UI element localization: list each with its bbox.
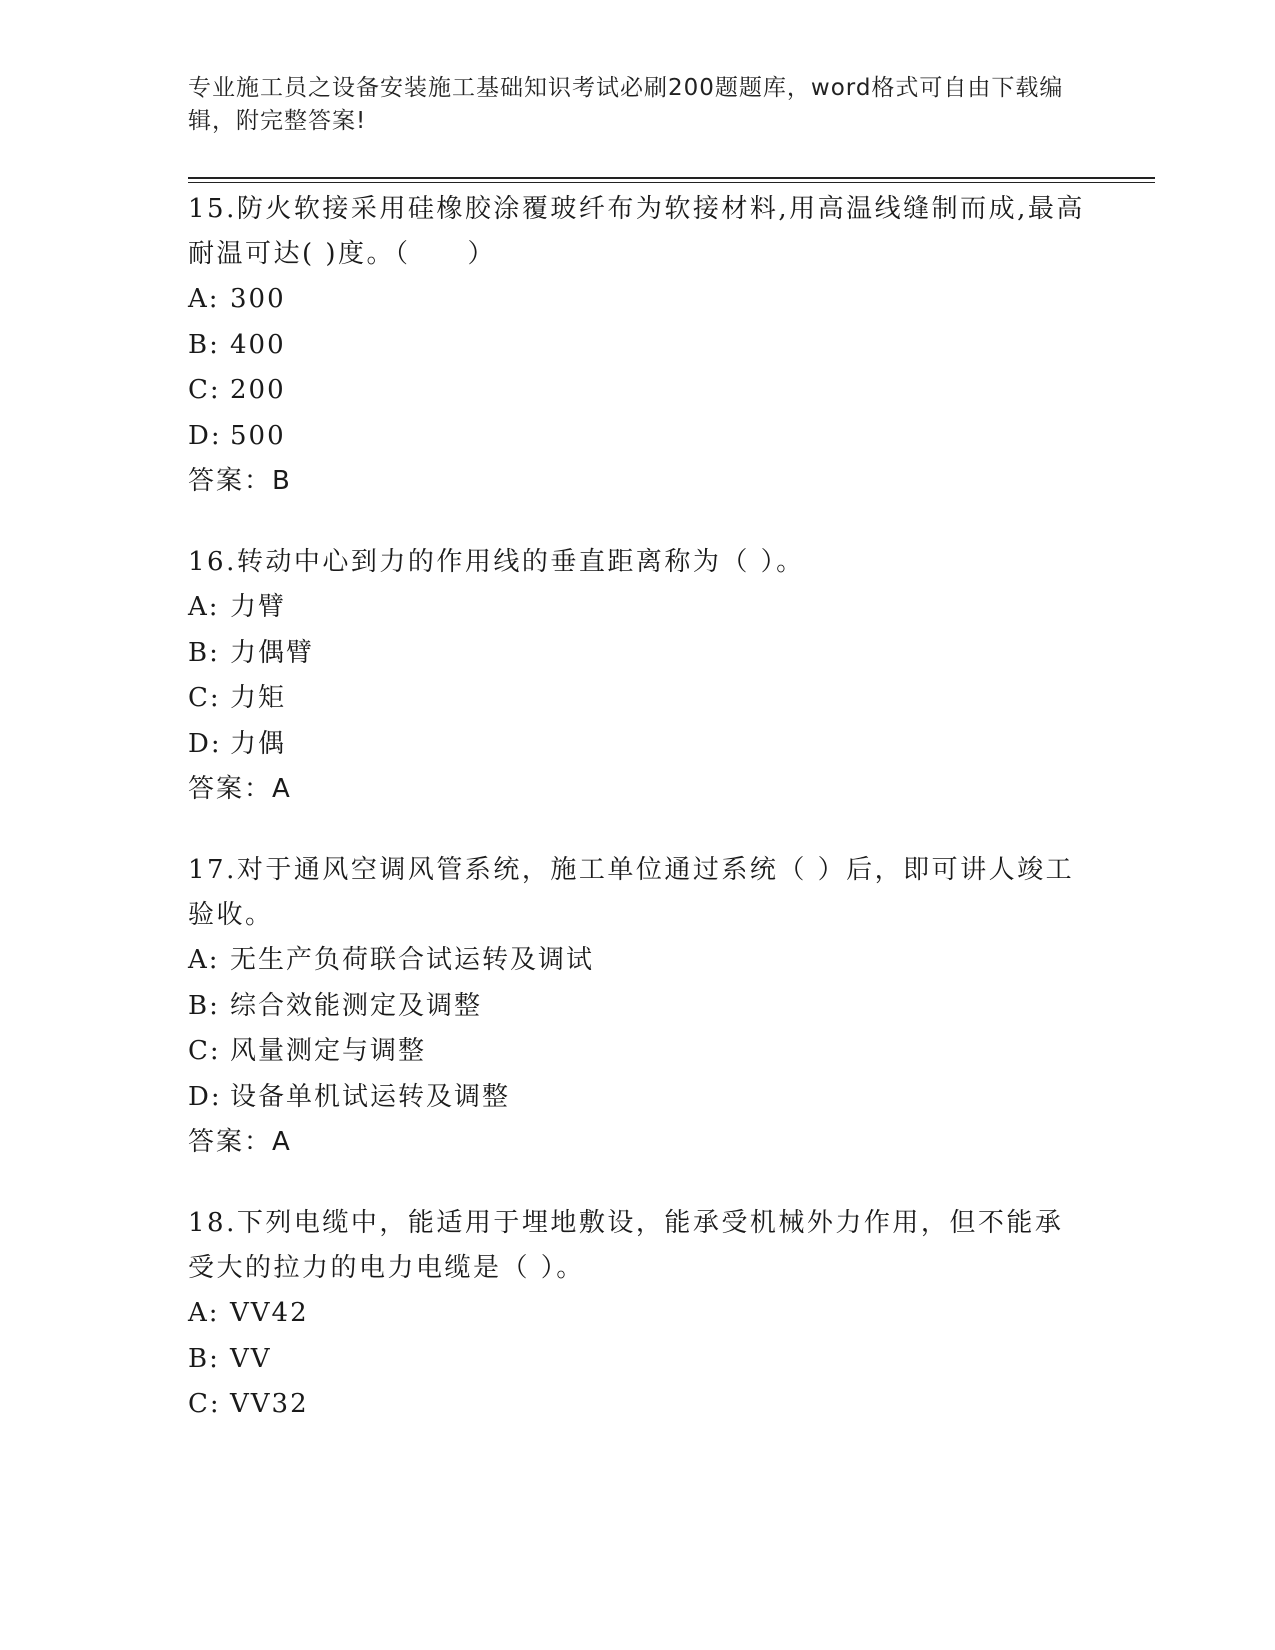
- option-label: B:: [188, 637, 220, 668]
- question-list: [188, 187, 1088, 1464]
- answer-text: 答案：A: [188, 774, 292, 804]
- option-value: 设备单机试运转及调整: [230, 1081, 511, 1112]
- option-c: [188, 1382, 1088, 1428]
- question-text: 15.防火软接采用硅橡胶涂覆玻纤布为软接材料,用高温线缝制而成,最高耐温可达( )度。（ ）: [188, 194, 1085, 269]
- document-header-title: 专业施工员之设备安装施工基础知识考试必刷200题题库，word格式可自由下载编辑，附完整答案!: [188, 75, 1064, 134]
- option-value: 无生产负荷联合试运转及调试: [230, 945, 595, 975]
- option-label: C:: [188, 1036, 221, 1066]
- option-value: 综合效能测定及调整: [230, 990, 483, 1021]
- option-b: [188, 323, 1088, 369]
- option-label: C:: [188, 1389, 221, 1419]
- option-label: B:: [188, 1343, 220, 1374]
- option-d: [188, 414, 1088, 460]
- option-a: [188, 938, 1088, 984]
- question-17: [188, 848, 1088, 1165]
- option-value: 200: [230, 375, 286, 405]
- option-b: [188, 984, 1088, 1030]
- option-label: D:: [188, 728, 222, 759]
- question-18: [188, 1201, 1088, 1428]
- option-d: [188, 722, 1088, 768]
- option-value: 400: [230, 329, 286, 360]
- question-15: [188, 187, 1088, 504]
- answer-text: 答案：B: [188, 466, 292, 496]
- option-label: C:: [188, 683, 221, 713]
- option-c: [188, 368, 1088, 414]
- option-label: A:: [188, 592, 220, 622]
- option-c: [188, 1029, 1088, 1075]
- option-value: 风量测定与调整: [230, 1036, 427, 1066]
- option-value: VV42: [230, 1298, 309, 1328]
- option-label: B:: [188, 329, 220, 360]
- option-b: [188, 1337, 1088, 1383]
- option-value: VV32: [230, 1389, 309, 1419]
- question-text: 16.转动中心到力的作用线的垂直距离称为（ ）。: [188, 547, 805, 577]
- option-label: A:: [188, 945, 220, 975]
- option-value: 力偶臂: [230, 637, 315, 668]
- option-d: [188, 1075, 1088, 1121]
- option-label: A:: [188, 1298, 220, 1328]
- header-divider-thick: [188, 177, 1155, 179]
- option-value: 力臂: [230, 592, 287, 622]
- option-a: [188, 277, 1088, 323]
- answer-text: 答案：A: [188, 1127, 292, 1157]
- option-value: 力偶: [230, 728, 287, 759]
- question-16: [188, 540, 1088, 812]
- option-label: D:: [188, 420, 222, 451]
- option-value: 500: [230, 420, 286, 451]
- option-label: A:: [188, 284, 220, 314]
- question-text: 17.对于通风空调风管系统，施工单位通过系统（ ）后，即可讲人竣工验收。: [188, 855, 1075, 930]
- option-value: VV: [230, 1343, 272, 1374]
- option-label: D:: [188, 1081, 222, 1112]
- option-label: C:: [188, 375, 221, 405]
- option-a: [188, 585, 1088, 631]
- option-value: 300: [230, 284, 286, 314]
- question-text: 18.下列电缆中，能适用于埋地敷设，能承受机械外力作用，但不能承受大的拉力的电力电缆是（ ）。: [188, 1208, 1064, 1283]
- option-c: [188, 676, 1088, 722]
- option-a: [188, 1291, 1088, 1337]
- option-value: 力矩: [230, 683, 287, 713]
- option-label: B:: [188, 990, 220, 1021]
- option-b: [188, 631, 1088, 677]
- header-divider-thin: [188, 182, 1155, 183]
